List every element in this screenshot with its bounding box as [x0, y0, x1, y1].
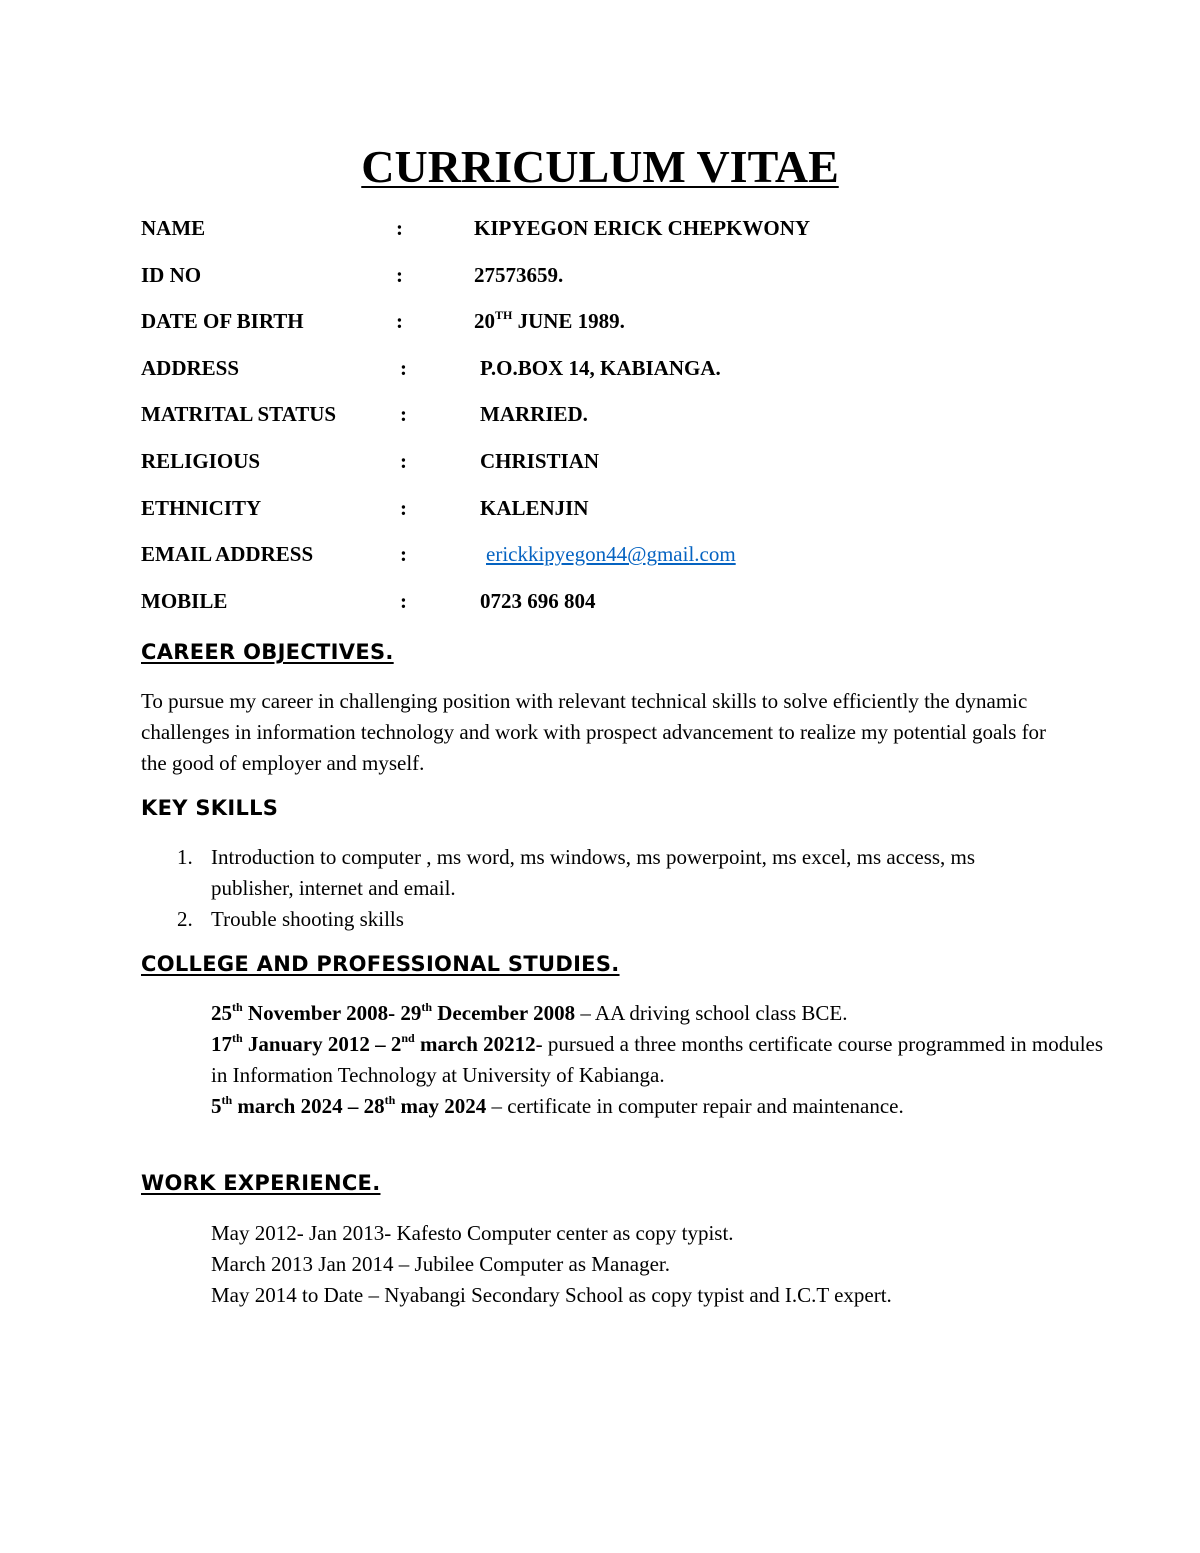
study-dates: 25th November 2008- 29th December 2008 — [211, 1000, 576, 1025]
page-title: CURRICULUM VITAE — [361, 141, 839, 192]
info-value — [474, 309, 625, 334]
key-skills-list — [141, 842, 1061, 935]
study-description: – AA driving school class BCE. — [575, 1001, 848, 1025]
info-colon: : — [396, 309, 403, 334]
list-number: 2. — [177, 907, 193, 931]
info-label: ADDRESS — [141, 355, 240, 380]
info-label: DATE OF BIRTH — [141, 309, 304, 334]
studies-list — [211, 998, 1111, 1122]
info-value: P.O.BOX 14, KABIANGA. — [480, 355, 721, 380]
study-entry — [211, 998, 1111, 1029]
career-objectives-heading: CAREER OBJECTIVES. — [141, 640, 394, 664]
info-label: RELIGIOUS — [141, 448, 261, 473]
skill-text: Introduction to computer , ms word, ms windows, ms powerpoint, ms excel, ms access, ms publisher, internet and email. — [211, 845, 976, 900]
info-label: ETHNICITY — [141, 495, 262, 520]
info-label: EMAIL ADDRESS — [141, 542, 314, 567]
info-colon: : — [400, 402, 407, 427]
info-colon: : — [400, 588, 407, 613]
info-colon: : — [400, 495, 407, 520]
key-skills-heading: KEY SKILLS — [141, 796, 279, 820]
list-number: 1. — [177, 845, 193, 869]
info-label: ID NO — [141, 262, 202, 287]
info-label: MOBILE — [141, 588, 228, 613]
info-value: 27573659. — [474, 262, 564, 287]
career-objectives-text: To pursue my career in challenging position with relevant technical skills to solve efficiently the dynamic challenges in information technology and work with prospect advancement to realize my potential goals for the good of employer and myself. — [141, 689, 1047, 775]
info-colon: : — [400, 355, 407, 380]
skill-text: Trouble shooting skills — [211, 907, 404, 931]
study-description: – certificate in computer repair and maintenance. — [486, 1094, 904, 1118]
info-colon: : — [396, 262, 403, 287]
studies-heading: COLLEGE AND PROFESSIONAL STUDIES. — [141, 952, 620, 976]
list-item — [141, 904, 1061, 935]
work-entry: May 2012- Jan 2013- Kafesto Computer center as copy typist. — [211, 1221, 734, 1245]
study-entry — [211, 1091, 1111, 1122]
info-colon: : — [396, 216, 403, 240]
dob-rest: JUNE 1989. — [512, 309, 625, 334]
list-item — [141, 842, 1061, 904]
info-value: KIPYEGON ERICK CHEPKWONY — [474, 216, 811, 240]
work-experience-list — [211, 1218, 1111, 1311]
dob-suffix: TH — [495, 308, 513, 323]
dob-day: 20 — [474, 309, 495, 334]
info-label: MATRITAL STATUS — [141, 402, 337, 427]
info-value — [486, 542, 736, 567]
study-dates: 17th January 2012 – 2nd march 20212 — [211, 1031, 536, 1056]
info-value: KALENJIN — [480, 495, 589, 520]
study-entry — [211, 1029, 1111, 1091]
info-colon: : — [400, 542, 407, 567]
study-description: - pursued a three months certificate course programmed in modules in Information Technology at University of Kabianga. — [211, 1032, 1104, 1087]
work-entry: May 2014 to Date – Nyabangi Secondary School as copy typist and I.C.T expert. — [211, 1283, 892, 1307]
info-value: MARRIED. — [480, 402, 588, 427]
work-experience-heading: WORK EXPERIENCE. — [141, 1171, 381, 1195]
info-value: CHRISTIAN — [480, 448, 600, 473]
email-link[interactable]: erickkipyegon44@gmail.com — [486, 542, 736, 567]
work-entry: March 2013 Jan 2014 – Jubilee Computer as Manager. — [211, 1252, 670, 1276]
info-colon: : — [400, 448, 407, 473]
info-value: 0723 696 804 — [480, 588, 596, 613]
study-dates: 5th march 2024 – 28th may 2024 — [211, 1093, 487, 1118]
info-label: NAME — [141, 216, 206, 240]
